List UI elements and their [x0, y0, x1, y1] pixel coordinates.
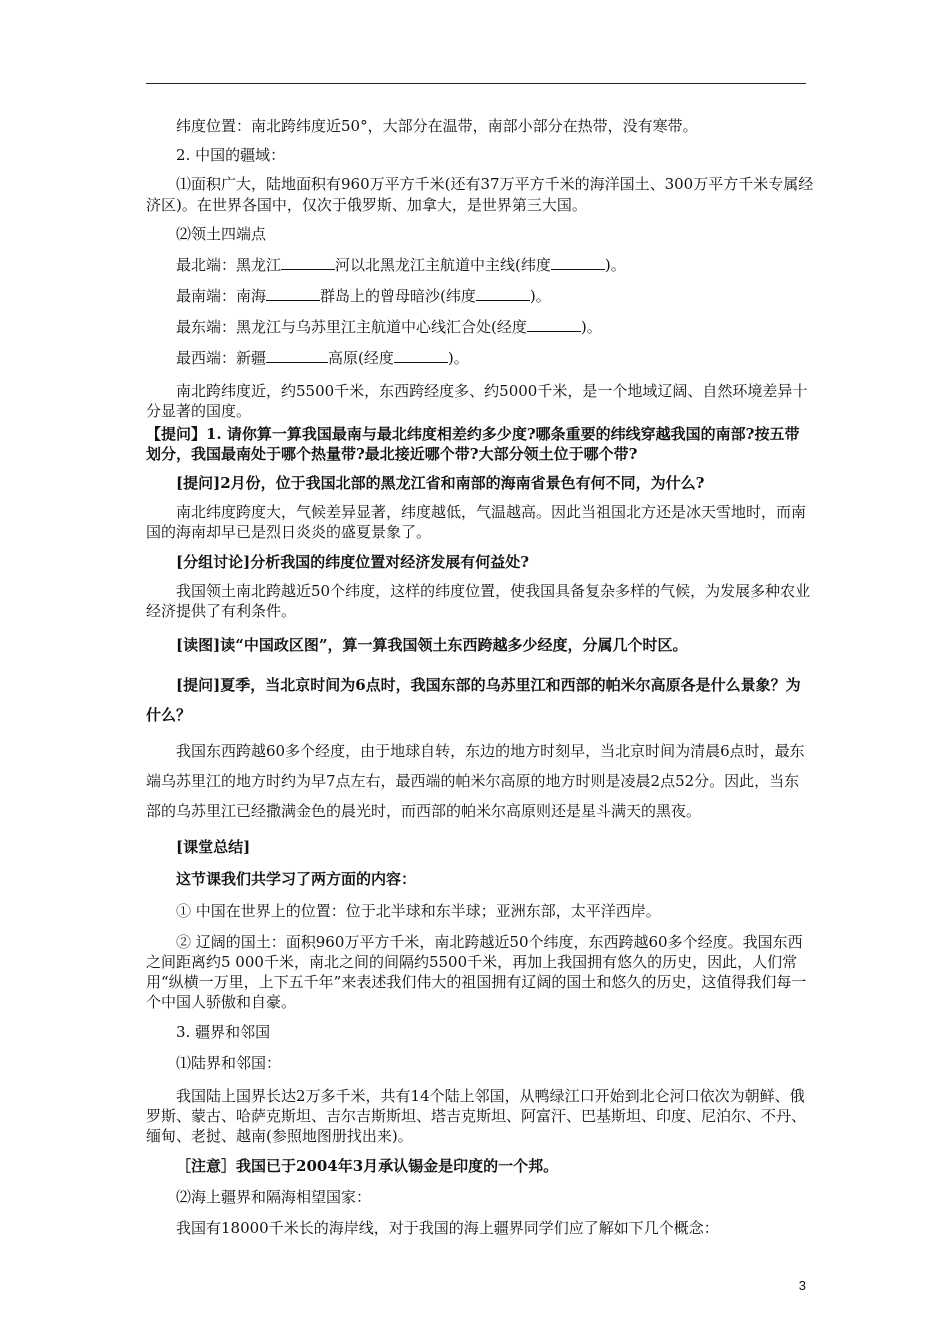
summary-point-2: ② 辽阔的国土：面积960万平方千米，南北跨越近50个纬度，东西跨越60多个经度。我国东西之间距离约5 000千米，南北之间的间隔约5500千米，再加上我国拥有悠久的历史，因此，人们常用“纵横一万里，上下五千年”来表述我们伟大的祖国拥有辽阔的国土和悠久的历史，这值得我们每一个中国人骄傲和自豪。: [146, 933, 807, 1011]
section-2-heading: 2. 中国的疆域：: [176, 146, 286, 164]
fill-blank[interactable]: [266, 286, 320, 301]
span-paragraph: 南北跨纬度近，约5500千米，东西跨经度多、约5000千米，是一个地域辽阔、自然环境差异十分显著的国度。: [146, 382, 808, 420]
answer-2: 南北纬度跨度大，气候差异显著，纬度越低，气温越高。因此当祖国北方还是冰天雪地时，而南国的海南却早已是烈日炎炎的盛夏景象了。: [146, 503, 807, 541]
header-rule: [146, 83, 806, 84]
question-1: 【提问】1. 请你算一算我国最南与最北纬度相差约多少度?哪条重要的纬线穿越我国的南部?按五带划分，我国最南处于哪个热量带?最北接近哪个带?大部分领土位于哪个带?: [146, 425, 800, 463]
fill-blank[interactable]: [527, 317, 581, 332]
coastline-paragraph: 我国有18000千米长的海岸线，对于我国的海上疆界同学们应了解如下几个概念：: [176, 1219, 719, 1237]
west-extreme: 最西端：新疆 高原(经度 )。: [176, 349, 469, 367]
extremes-heading: ⑵领土四端点: [176, 225, 267, 243]
area-paragraph: ⑴面积广大，陆地面积有960万平方千米(还有37万平方千米的海洋国土、300万平方千米专属经济区)。在世界各国中，仅次于俄罗斯、加拿大，是世界第三大国。: [146, 175, 814, 214]
latitude-paragraph: 纬度位置：南北跨纬度近50°，大部分在温带，南部小部分在热带，没有寒带。: [176, 117, 698, 135]
fill-blank[interactable]: [551, 255, 605, 270]
note-sikkim: ［注意］我国已于2004年3月承认锡金是印度的一个邦。: [176, 1157, 559, 1175]
land-border-heading: ⑴陆界和邻国：: [176, 1054, 282, 1072]
question-5: [提问]夏季，当北京时间为6点时，我国东部的乌苏里江和西部的帕米尔高原各是什么景象？为什么？: [146, 676, 801, 724]
fill-blank[interactable]: [476, 286, 530, 301]
north-extreme: 最北端：黑龙江 河以北黑龙江主航道中主线(纬度 )。: [176, 256, 626, 274]
page-number: 3: [798, 1278, 806, 1293]
south-extreme: 最南端：南海 群岛上的曾母暗沙(纬度 )。: [176, 287, 551, 305]
group-discussion: [分组讨论]分析我国的纬度位置对经济发展有何益处?: [176, 553, 529, 571]
sea-border-heading: ⑵海上疆界和隔海相望国家：: [176, 1188, 372, 1206]
summary-point-1: ① 中国在世界上的位置：位于北半球和东半球；亚洲东部，太平洋西岸。: [176, 902, 661, 920]
summary-intro: 这节课我们共学习了两方面的内容：: [176, 870, 417, 888]
answer-5: 我国东西跨越60多个经度，由于地球自转，东边的地方时刻早，当北京时间为清晨6点时，最东端乌苏里江的地方时约为早7点左右，最西端的帕米尔高原的地方时则是凌晨2点52分。因此，当东部的乌苏里江已经撒满金色的晨光时，而西部的帕米尔高原则还是星斗满天的黑夜。: [146, 742, 805, 820]
page-body: [146, 116, 814, 1239]
east-extreme: 最东端：黑龙江与乌苏里江主航道中心线汇合处(经度 )。: [176, 318, 602, 336]
summary-heading: [课堂总结]: [176, 838, 251, 856]
discussion-answer: 我国领土南北跨越近50个纬度，这样的纬度位置，使我国具备复杂多样的气候，为发展多种农业经济提供了有利条件。: [146, 582, 811, 620]
fill-blank[interactable]: [281, 255, 335, 270]
read-map-task: [读图]读“中国政区图”，算一算我国领土东西跨越多少经度，分属几个时区。: [176, 636, 688, 654]
section-3-heading: 3. 疆界和邻国: [176, 1023, 271, 1041]
question-2: [提问]2月份，位于我国北部的黑龙江省和南部的海南省景色有何不同，为什么?: [176, 474, 705, 492]
fill-blank[interactable]: [266, 348, 328, 363]
fill-blank[interactable]: [394, 348, 448, 363]
land-neighbors-paragraph: 我国陆上国界长达2万多千米，共有14个陆上邻国，从鸭绿江口开始到北仑河口依次为朝鲜、俄罗斯、蒙古、哈萨克斯坦、吉尔吉斯斯坦、塔吉克斯坦、阿富汗、巴基斯坦、印度、尼泊尔、不丹、缅甸、老挝、越南(参照地图册找出来)。: [146, 1087, 807, 1145]
